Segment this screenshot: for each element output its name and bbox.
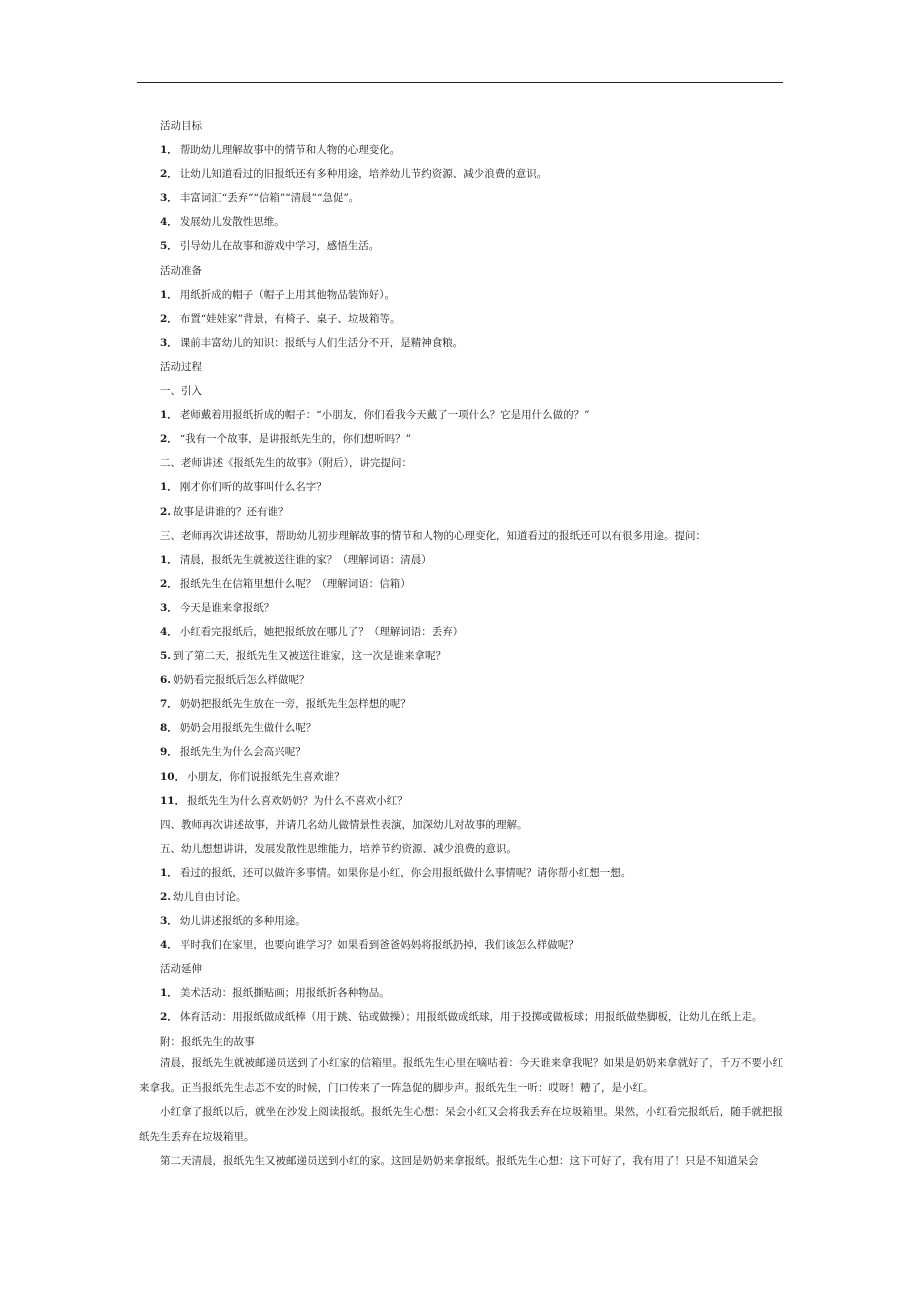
story-paragraph: 第二天清晨，报纸先生又被邮递员送到小红的家。这回是奶奶来拿报纸。报纸先生心想：这下可好了，我有用了！只是不知道呆会 (160, 1155, 759, 1167)
line-text: 一、引入 (160, 385, 202, 398)
line-text: 看过的报纸，还可以做许多事情。如果你是小红，你会用报纸做什么事情呢？请你帮小红想一想。 (179, 866, 632, 879)
line-number: 2． (160, 577, 178, 590)
line-number: 1． (160, 987, 178, 1000)
line-text: 奶奶会用报纸先生做什么呢？ (179, 722, 317, 735)
numbered-line (160, 162, 782, 186)
numbered-line (160, 596, 782, 620)
line-text: 布置“娃娃家”背景，有椅子、桌子、垃圾箱等。 (179, 312, 401, 325)
line-text: 用纸折成的帽子（帽子上用其他物品装饰好）。 (179, 288, 396, 301)
heading-line (160, 837, 782, 861)
line-text: 报纸先生在信箱里想什么呢？（理解词语：信箱） (179, 577, 411, 590)
numbered-line (160, 403, 782, 427)
line-number: 2． (160, 312, 178, 325)
line-number: 3． (160, 192, 178, 205)
numbered-line (160, 885, 782, 909)
numbered-line (160, 138, 782, 162)
line-text: 奶奶看完报纸后怎么样做呢？ (172, 674, 310, 687)
line-text: 课前丰富幼儿的知识：报纸与人们生活分不开，是精神食粮。 (179, 336, 464, 349)
numbered-line (160, 548, 782, 572)
heading-line (160, 813, 782, 837)
heading-line (160, 524, 782, 548)
line-number: 2. (160, 505, 171, 518)
line-number: 1． (160, 866, 178, 879)
header-rule (137, 82, 783, 83)
numbered-line (160, 210, 782, 234)
line-text: 报纸先生为什么喜欢奶奶？为什么不喜欢小红？ (187, 794, 408, 807)
numbered-line (160, 331, 782, 355)
line-text: 帮助幼儿理解故事中的情节和人物的心理变化。 (179, 144, 401, 157)
line-number: 1． (160, 288, 178, 301)
line-text: 奶奶把报纸先生放在一旁，报纸先生怎样想的呢？ (179, 698, 411, 711)
line-number: 2． (160, 433, 178, 446)
numbered-line (160, 789, 782, 813)
line-text: 故事是讲谁的？还有谁？ (172, 505, 289, 518)
line-number: 4． (160, 625, 178, 638)
line-number: 9． (160, 746, 178, 759)
line-text: 美术活动：报纸撕贴画；用报纸折各种物品。 (179, 987, 390, 1000)
line-number: 1． (160, 144, 178, 157)
numbered-line (160, 572, 782, 596)
numbered-line (160, 933, 782, 957)
story-paragraph: 小红拿了报纸以后，就坐在沙发上阅读报纸。报纸先生心想：呆会小红又会将我丢弃在垃圾箱里。果然，小红看完报纸后，随手就把报纸先生丢弃在垃圾箱里。 (139, 1106, 783, 1143)
line-text: 四、教师再次讲述故事，并请几名幼儿做情景性表演，加深幼儿对故事的理解。 (160, 818, 528, 831)
line-text: 丰富词汇“丢弃”“信箱”“清晨”“急促”。 (179, 192, 360, 205)
numbered-line (160, 740, 782, 764)
heading-line (160, 379, 782, 403)
line-number: 4． (160, 216, 178, 229)
line-number: 1． (160, 553, 178, 566)
line-number: 3． (160, 601, 178, 614)
line-text: 五、幼儿想想讲讲，发展发散性思维能力，培养节约资源、减少浪费的意识。 (160, 842, 517, 855)
numbered-line (160, 692, 782, 716)
line-number: 7． (160, 698, 178, 711)
line-text: 小红看完报纸后，她把报纸放在哪儿了？（理解词语：丢弃） (179, 625, 464, 638)
line-number: 8． (160, 722, 178, 735)
line-text: 体育活动：用报纸做成纸棒（用于跳、钻或做操）；用报纸做成纸球，用于投掷或做板球；用报纸做垫脚板，让幼儿在纸上走。 (179, 1011, 763, 1024)
line-number: 5． (160, 240, 178, 253)
numbered-line (160, 644, 782, 668)
line-number: 3． (160, 336, 178, 349)
line-text: 到了第二天，报纸先生又被送往谁家，这一次是谁来拿呢？ (172, 650, 446, 663)
line-text: 平时我们在家里，也要向谁学习？如果看到爸爸妈妈将报纸扔掉，我们该怎么样做呢？ (179, 939, 579, 952)
numbered-line (160, 1005, 782, 1029)
numbered-line (160, 765, 782, 789)
line-text: 二、老师讲述《报纸先生的故事》（附后），讲完提问： (160, 457, 412, 470)
line-text: 今天是谁来拿报纸？ (179, 601, 275, 614)
numbered-line (160, 981, 782, 1005)
line-text: 报纸先生为什么会高兴呢？ (179, 746, 306, 759)
line-number: 1． (160, 481, 178, 494)
heading-line (160, 114, 782, 138)
line-number: 1． (160, 409, 178, 422)
numbered-line (160, 861, 782, 885)
line-number: 5. (160, 650, 171, 663)
line-text: 老师戴着用报纸折成的帽子：“小朋友，你们看我今天戴了一项什么？它是用什么做的？” (179, 409, 590, 422)
line-text: 小朋友，你们说报纸先生喜欢谁？ (187, 770, 345, 783)
heading-line (160, 355, 782, 379)
line-text: 清晨，报纸先生就被送往谁的家？（理解词语：清晨） (179, 553, 432, 566)
line-text: 幼儿自由讨论。 (172, 891, 247, 903)
numbered-line (160, 500, 782, 524)
document-body (160, 114, 782, 1054)
heading-line (160, 259, 782, 283)
numbered-line (160, 427, 782, 451)
line-number: 2． (160, 168, 178, 181)
line-text: 活动目标 (160, 120, 202, 132)
line-number: 2. (160, 891, 171, 903)
line-text: 刚才你们听的故事叫什么名字？ (179, 481, 327, 494)
line-number: 6. (160, 674, 171, 687)
numbered-line (160, 620, 782, 644)
line-number: 2． (160, 1011, 178, 1024)
numbered-line (160, 307, 782, 331)
line-text: 幼儿讲述报纸的多种用途。 (179, 915, 306, 928)
numbered-line (160, 909, 782, 933)
numbered-line (160, 716, 782, 740)
numbered-line (160, 668, 782, 692)
heading-line (160, 957, 782, 981)
numbered-line (160, 283, 782, 307)
line-text: 让幼儿知道看过的旧报纸还有多种用途，培养幼儿节约资源、减少浪费的意识。 (179, 168, 548, 181)
line-text: 活动延伸 (160, 963, 202, 976)
line-text: 活动过程 (160, 360, 202, 373)
line-text: 发展幼儿发散性思维。 (179, 216, 285, 229)
line-text: “我有一个故事，是讲报纸先生的，你们想听吗？” (179, 433, 412, 446)
story-paragraph: 清晨，报纸先生就被邮递员送到了小红家的信箱里。报纸先生心里在嘀咕着：今天谁来拿我呢？如果是奶奶来拿就好了，千万不要小红来拿我。正当报纸先生忐忑不安的时候，门口传来了一阵急促的脚步声。报纸先生一听：哎呀！糟了，是小红。 (139, 1057, 783, 1094)
line-number: 4． (160, 939, 178, 952)
line-number: 11． (160, 794, 186, 807)
numbered-line (160, 234, 782, 258)
line-text: 附：报纸先生的故事 (160, 1035, 255, 1048)
line-text: 三、老师再次讲述故事，帮助幼儿初步理解故事的情节和人物的心理变化，知道看过的报纸还可以有很多用途。提问： (160, 529, 706, 542)
line-number: 10． (160, 770, 186, 783)
numbered-line (160, 186, 782, 210)
numbered-line (160, 475, 782, 499)
heading-line (160, 451, 782, 475)
line-number: 3． (160, 915, 178, 928)
line-text: 活动准备 (160, 264, 202, 277)
line-text: 引导幼儿在故事和游戏中学习，感悟生活。 (179, 240, 380, 253)
